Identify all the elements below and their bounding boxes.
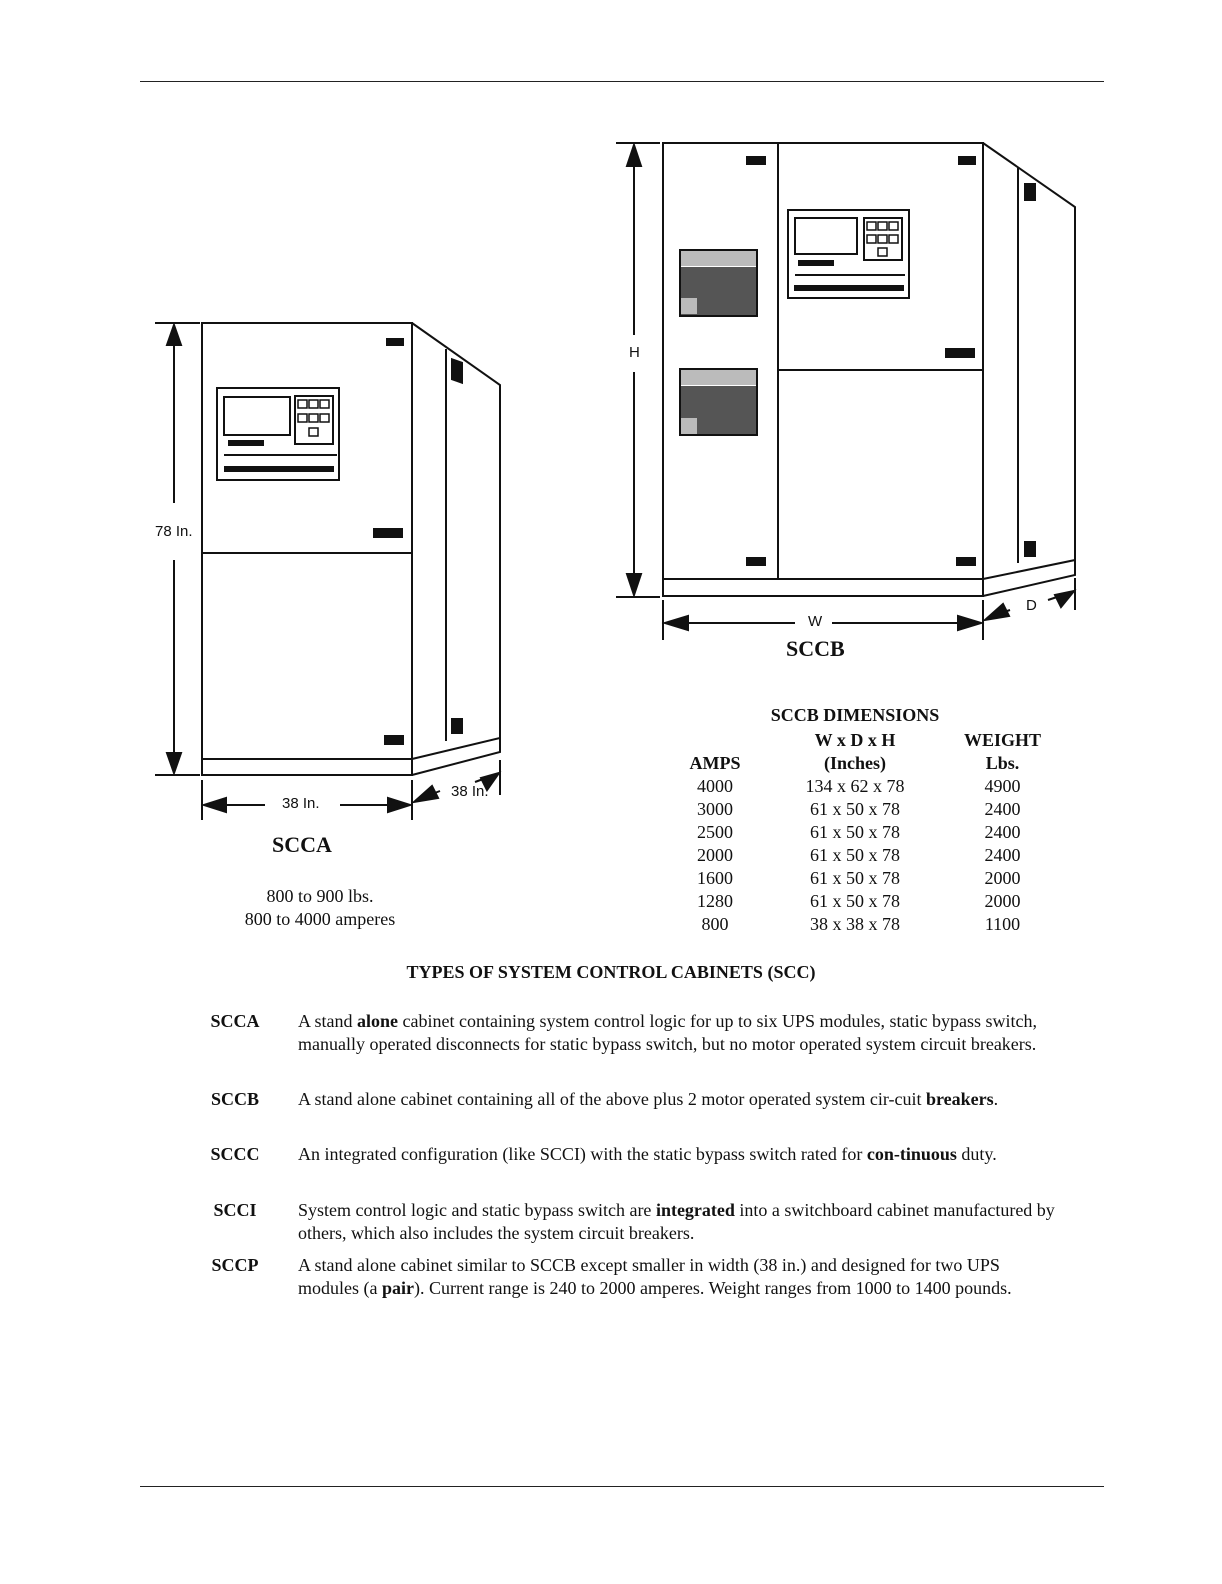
dimensions-table-title: SCCB DIMENSIONS: [770, 705, 940, 725]
table-row: 800 38 x 38 x 78 1100: [701, 914, 1021, 934]
definition-text: A stand alone cabinet similar to SCCB except smaller in width (38 in.) and designed for two UPS modules (a pair). Current range is 240 to 2000 amperes. Weight ranges from 1000 to 1400 pounds.: [298, 1255, 1012, 1298]
scca-height-label: 78 In.: [155, 523, 193, 540]
table-row: 3000 61 x 50 x 78 2400: [697, 799, 1021, 819]
table-row: 2000 61 x 50 x 78 2400: [697, 845, 1021, 865]
sccb-depth-label: D: [1026, 597, 1037, 614]
table-header-row: W x D x H WEIGHT: [814, 730, 1042, 750]
table-row: 1600 61 x 50 x 78 2000: [697, 868, 1021, 888]
table-row: 1280 61 x 50 x 78 2000: [697, 891, 1021, 911]
sccb-caption: SCCB: [786, 636, 845, 661]
table-row: 2500 61 x 50 x 78 2400: [697, 822, 1021, 842]
sccb-width-label: W: [808, 613, 823, 630]
scca-amps-line: 800 to 4000 amperes: [244, 909, 396, 929]
definition-text: A stand alone cabinet containing system control logic for up to six UPS modules, static bypass switch, manually operated disconnects for static bypass switch, but no motor operated system circuit breakers.: [298, 1011, 1037, 1054]
definition-term: SCCC: [210, 1144, 260, 1164]
dimensions-table: [660, 729, 1080, 936]
definition-text: A stand alone cabinet containing all of the above plus 2 motor operated system cir-cuit breakers.: [298, 1089, 999, 1109]
scca-depth-label: 38 In.: [451, 783, 489, 800]
definition-term: SCCP: [211, 1255, 259, 1275]
types-section-title: TYPES OF SYSTEM CONTROL CABINETS (SCC): [406, 962, 816, 982]
scca-weight-line: 800 to 900 lbs.: [266, 886, 374, 906]
definition-term: SCCA: [210, 1011, 260, 1031]
table-header-row: AMPS (Inches) Lbs.: [689, 753, 1020, 773]
table-row: 4000 134 x 62 x 78 4900: [697, 776, 1021, 796]
scca-width-label: 38 In.: [282, 795, 320, 812]
scca-caption: SCCA: [272, 832, 332, 857]
definition-text: An integrated configuration (like SCCI) with the static bypass switch rated for con-tinuous duty.: [298, 1144, 997, 1164]
definition-text: System control logic and static bypass switch are integrated into a switchboard cabinet manufactured by others, which also includes the system circuit breakers.: [298, 1200, 1055, 1243]
definition-term: SCCI: [213, 1200, 257, 1220]
definition-term: SCCB: [210, 1089, 259, 1109]
sccb-height-label: H: [629, 344, 640, 361]
